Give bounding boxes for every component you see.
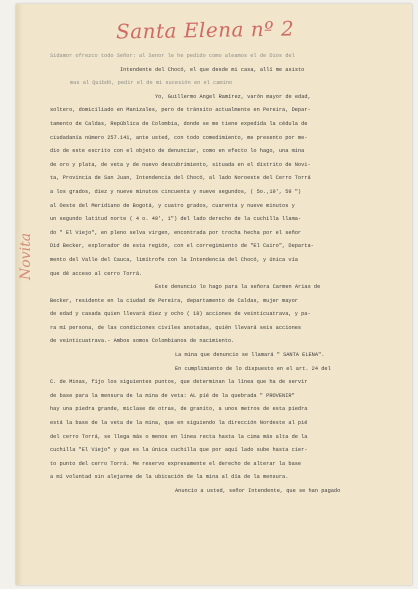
text-line: Intendente del Chocó, el que desde mi casa, allí me asisto [120,66,305,73]
text-line: do " El Viejo", en pleno selva virgen, encontrada por trocha hecha por el señor [50,229,302,236]
text-line: a los grados, diez y nueve minutos cincuenta y nueve segundos, ( 5o.,19', 59 ") [50,188,302,195]
document-page [16,4,412,585]
text-line: ciudadanía número 257.141, ante usted, con todo comedimiento, me presento por me- [50,134,308,141]
text-line: hay una piedra grande, miclase de otras, de granito, a unos metros de esta piedra [50,406,308,413]
text-line: Did Becker, explorador de esta región, con el corregimiento de "El Cairo", Departa- [50,243,314,250]
text-line: de edad y casada quien llevará diez y ocho ( 18) acciones de veinticuatrava, y pa- [50,311,311,318]
text-line: dio de este escrito con el objeto de denunciar, como en efecto lo hago, una mina [50,148,305,155]
text-line: de base para la mensura de la mina de veta: AL pié de la quebrada " PROVENIR" [50,392,295,399]
text-line: C. de Minas, fijo los siguientes puntos, que determinan la línea que ha de servir [50,379,308,386]
text-line: Yo, Guillermo Angel Ramírez, varón mayor de edad, [155,93,311,100]
margin-annotation: Novita [18,232,34,280]
text-line: ta, Provincia de San Juan, Intendencia del Chocó, al lado Noroeste del Cerro Torrá [50,175,311,182]
text-line: un segundo latitud norte ( 4 o. 49', 1") del lado derecho de la cuchilla llama- [50,216,302,223]
text-line: cuchilla "El Viejo" y que es la única cuchilla que por aquí lado sube hasta cier- [50,447,308,454]
text-line: Sidamor ofrezco todo Señor: al Senor le he pedido como aleamos el de Dios del [50,53,295,59]
text-line: del cerro Torrá, se llega más o menos en línea recta hasta la cima más alta de la [50,433,308,440]
text-line: Este denuncio lo hago para la señora Carmen Arias de [155,284,321,291]
text-line: de veinticuatrava.- Ambos somos Colombianos de nacimiento. [50,338,235,345]
text-line: a mí voluntad sin alejarme de la ubicación de la mina al día de la mensura. [50,474,289,481]
text-line: Anuncio a usted, señor Intendente, que se han pagado [175,488,341,494]
text-line: Becker, residente en la ciudad de Pereira, departamento de Caldas, mujer mayor [50,297,298,304]
text-line: mento del Valle del Cauca, limítrofe con la Intendencia del Chocó, y única vía [50,256,298,263]
text-line: que dé acceso al cerro Torrá. [50,270,143,277]
text-line: de oro y plata, de veta y de nuevo descubrimiento, situada en el distrito de Novi- [50,161,311,168]
text-line: mas al Quibdó, pedir el de mi sucesión en el camino [70,80,233,87]
text-line: al Oeste del Meridiano de Bogotá, y cuatro grados, cuarenta y nueve minutos y [50,202,295,209]
text-line: to punto del cerro Torrá. Me reservo expresamente el derecho de alterar la base [50,460,302,467]
text-line: ra mí persona, de las condiciones civiles anotadas, quién llevará seis acciones [50,324,302,331]
text-line: está la base de la veta de la mina, que en siguiendo la dirección Nordeste al pié [50,420,308,427]
typed-text-body [16,50,412,499]
text-line: tamento de Caldas, República de Colombia, donde se me tiene expedida la cédula de [50,120,308,127]
text-line: La mina que denuncio se llamará " SANTA ELENA". [175,352,325,359]
text-line: En cumplimiento de lo dispuesto en el art. 24 del [175,365,331,372]
text-line: soltero, domiciliado en Manizales, pero de tránsito actualmente en Pereira, Depar- [50,107,311,114]
handwritten-title: Santa Elena nº 2 [115,16,295,44]
